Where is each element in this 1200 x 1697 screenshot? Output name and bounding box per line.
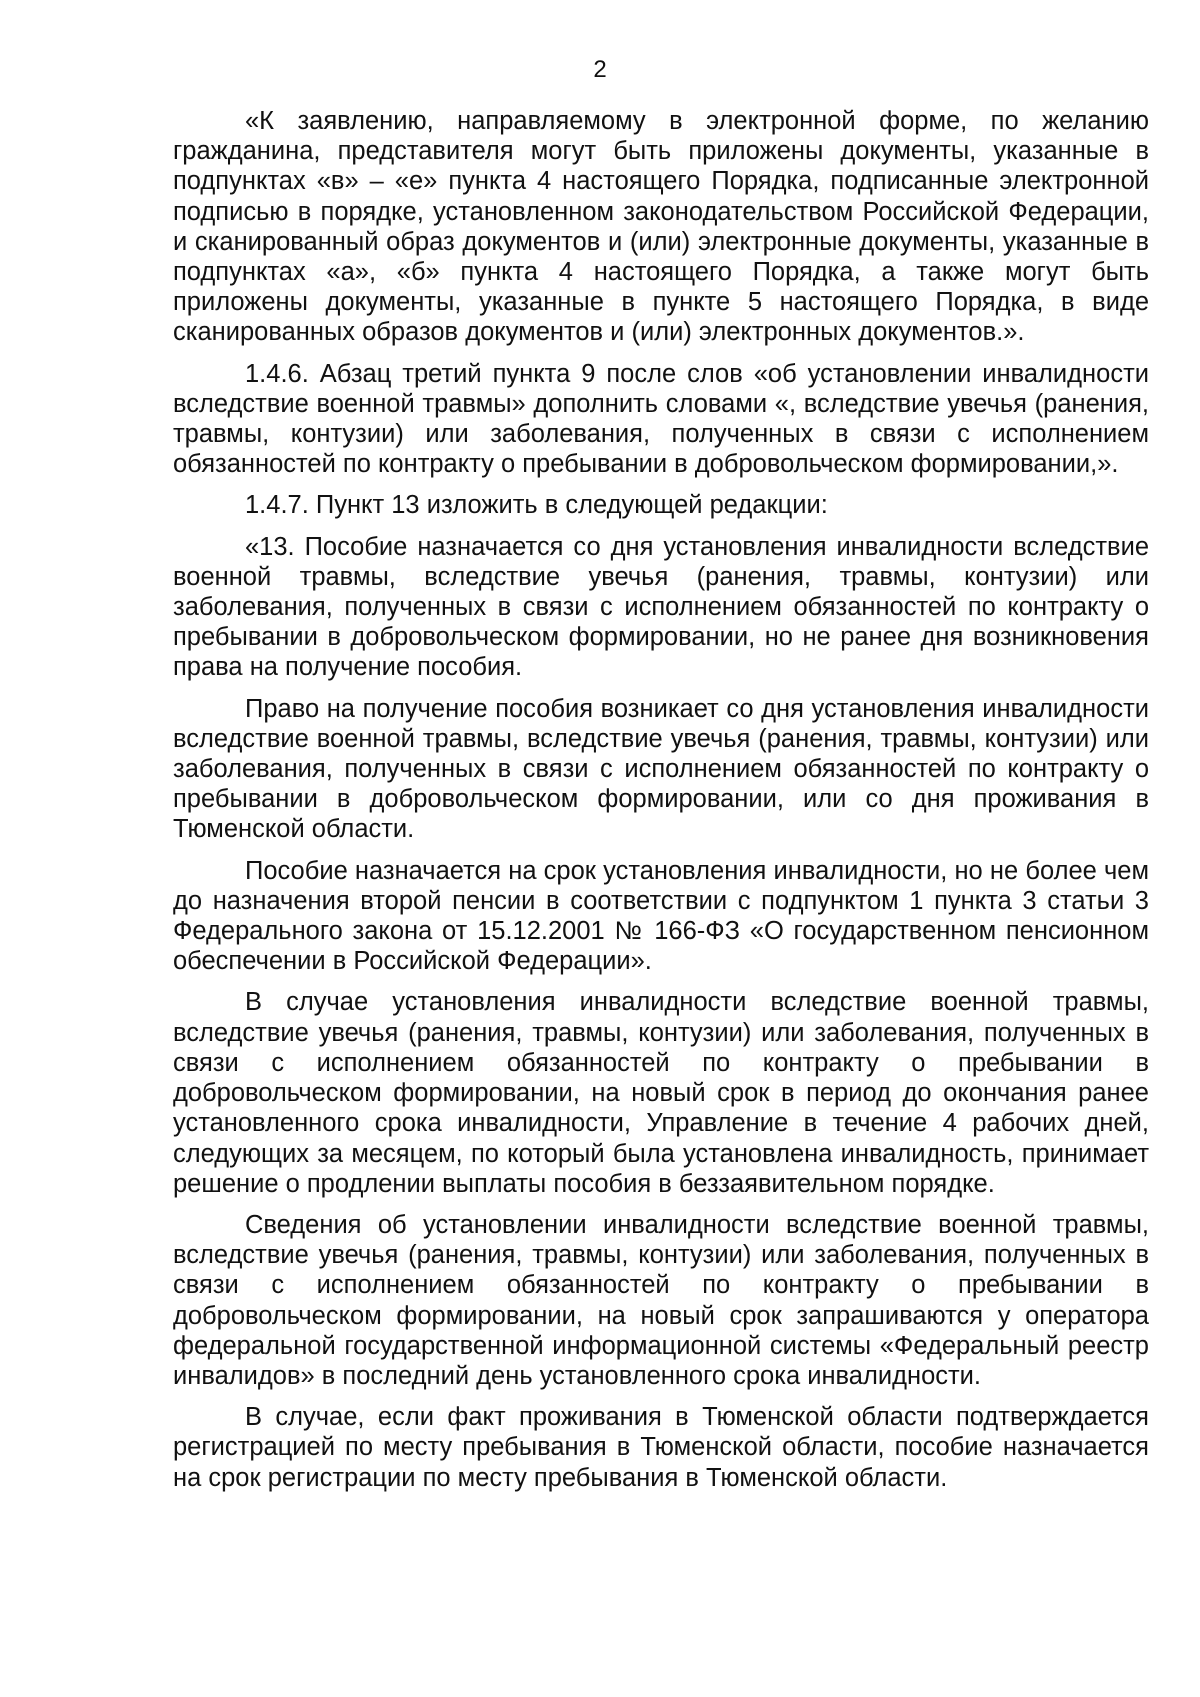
paragraph-benefit-term: Пособие назначается на срок установления инвалидности, но не более чем до назначения второй пенсии в соответствии с подпунктом 1 пункта 3 статьи 3 Федерального закона от 15.12.2001 № 166-ФЗ «О государственном пенсионном обеспечении в Российской Федерации». (173, 856, 1149, 976)
document-body (173, 106, 1149, 1504)
paragraph-right-to-benefit: Право на получение пособия возникает со дня установления инвалидности вследствие военной травмы, вследствие увечья (ранения, травмы, контузии) или заболевания, полученных в связи с исполнением обязанностей по контракту о пребывании в добровольческом формировании, или со дня проживания в Тюменской области. (173, 694, 1149, 844)
paragraph-electronic-application: «К заявлению, направляемому в электронной форме, по желанию гражданина, представителя могут быть приложены документы, указанные в подпунктах «в» – «е» пункта 4 настоящего Порядка, подписанные электронной подписью в порядке, установленном законодательством Российской Федерации, и сканированный образ документов и (или) электронные документы, указанные в подпунктах «а», «б» пункта 4 настоящего Порядка, а также могут быть приложены документы, указанные в пункте 5 настоящего Порядка, в виде сканированных образов документов и (или) электронных документов.». (173, 107, 1149, 347)
paragraph-new-term-extension: В случае установления инвалидности вследствие военной травмы, вследствие увечья (ранения, травмы, контузии) или заболевания, полученных в связи с исполнением обязанностей по контракту о пребывании в добровольческом формировании, на новый срок в период до окончания ранее установленного срока инвалидности, Управление в течение 4 рабочих дней, следующих за месяцем, по который была установлена инвалидность, принимает решение о продлении выплаты пособия в беззаявительном порядке. (173, 988, 1149, 1198)
paragraph-registry-request: Сведения об установлении инвалидности вследствие военной травмы, вследствие увечья (ранения, травмы, контузии) или заболевания, полученных в связи с исполнением обязанностей по контракту о пребывании в добровольческом формировании, на новый срок запрашиваются у оператора федеральной государственной информационной системы «Федеральный реестр инвалидов» в последний день установленного срока инвалидности. (173, 1210, 1149, 1390)
paragraph-registration-term: В случае, если факт проживания в Тюменской области подтверждается регистрацией по месту пребывания в Тюменской области, пособие назначается на срок регистрации по месту пребывания в Тюменской области. (173, 1403, 1149, 1492)
page-number: 2 (593, 56, 607, 83)
paragraph-1-4-7: 1.4.7. Пункт 13 изложить в следующей редакции: (245, 491, 828, 520)
paragraph-1-4-6: 1.4.6. Абзац третий пункта 9 после слов «об установлении инвалидности вследствие военной травмы» дополнить словами «, вследствие увечья (ранения, травмы, контузии) или заболевания, полученных в связи с исполнением обязанностей по контракту о пребывании в добровольческом формировании,». (173, 359, 1149, 479)
paragraph-point-13: «13. Пособие назначается со дня установления инвалидности вследствие военной травмы, вследствие увечья (ранения, травмы, контузии) или заболевания, полученных в связи с исполнением обязанностей по контракту о пребывании в добровольческом формировании, но не ранее дня возникновения права на получение пособия. (173, 532, 1149, 682)
